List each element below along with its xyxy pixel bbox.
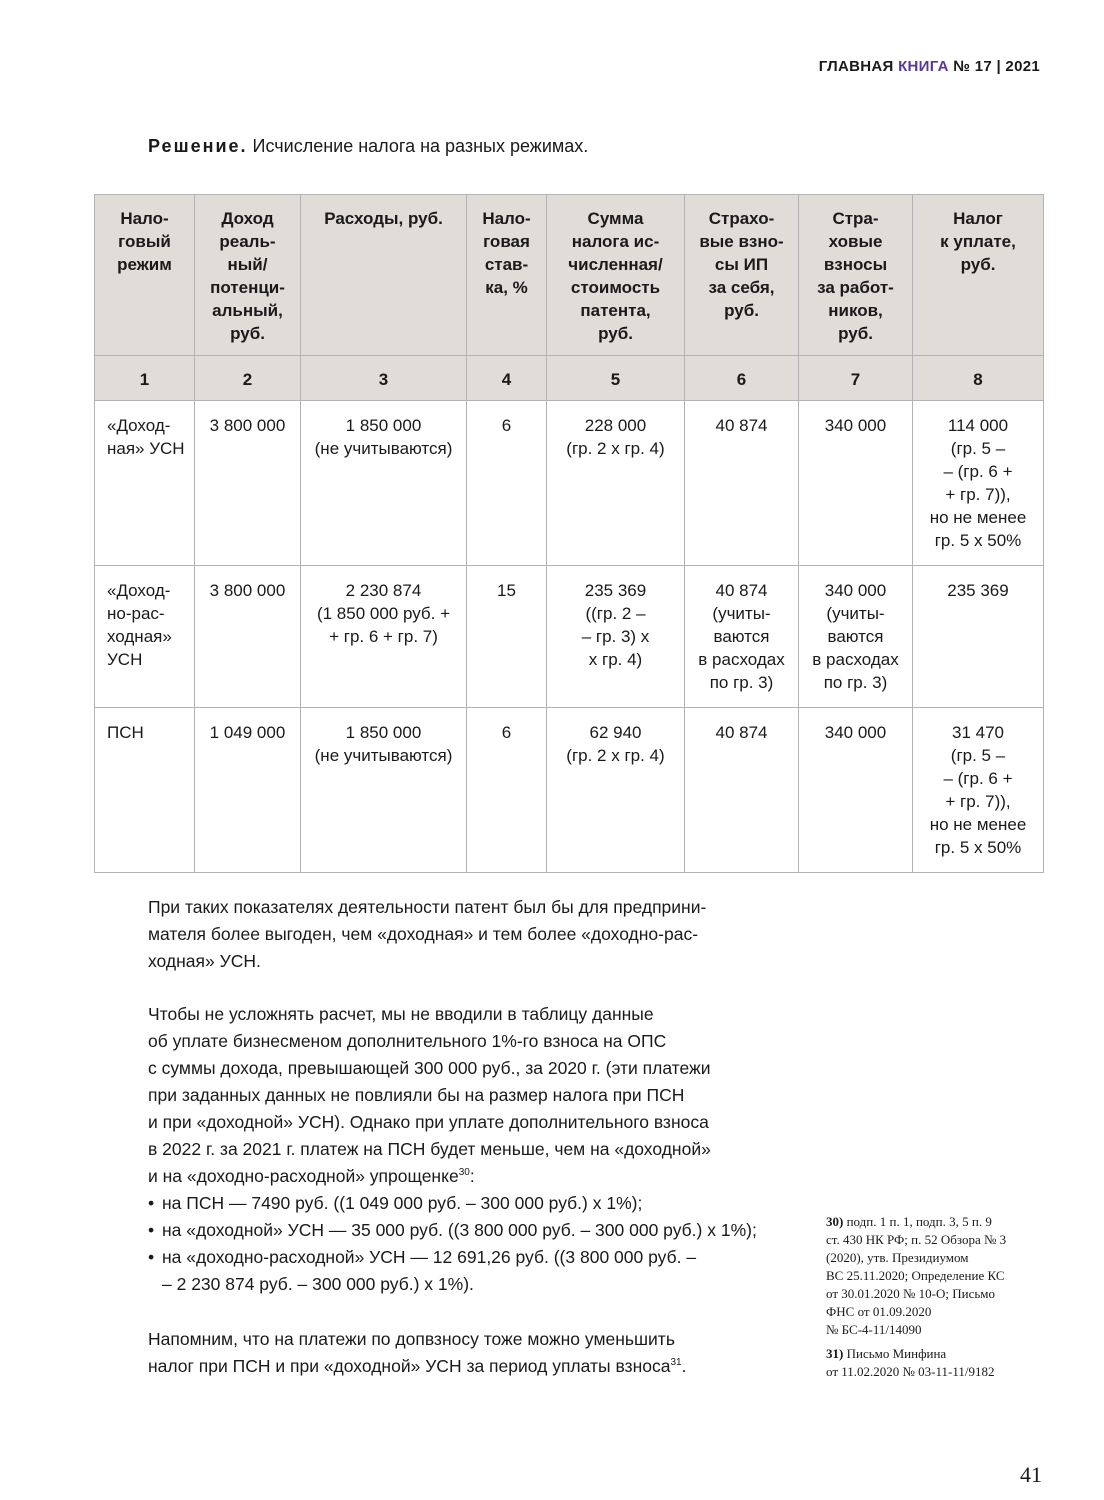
column-header — [913, 195, 1044, 356]
cell-line: Нало- — [482, 209, 531, 228]
list-item: • на «доходно-расходной» УСН — 12 691,26 руб. ((3 800 000 руб. – – 2 230 874 руб. – 300 000 руб.) х 1%). — [148, 1244, 778, 1298]
cell-line: ваются — [827, 627, 884, 646]
table-cell — [913, 708, 1044, 873]
table-cell — [95, 401, 195, 566]
cell-line: 6 — [501, 723, 512, 742]
cell-line: по гр. 3) — [709, 673, 774, 692]
running-header — [819, 58, 1040, 75]
table-cell — [685, 708, 799, 873]
table-row — [95, 708, 1044, 873]
text-line: в 2022 г. за 2021 г. платеж на ПСН будет меньше, чем на «доходной» — [148, 1139, 711, 1159]
table-cell — [301, 708, 467, 873]
paragraph-conclusion — [148, 894, 778, 975]
cell-line: (не учитываются) — [314, 439, 453, 458]
cell-line: (1 850 000 руб. + — [316, 604, 451, 623]
cell-line: Страхо- — [708, 209, 775, 228]
solution-label: Решение. — [148, 136, 248, 156]
cell-line: – (гр. 6 + — [943, 769, 1013, 788]
cell-line: (гр. 2 х гр. 4) — [566, 439, 665, 458]
cell-line: 31 470 — [952, 723, 1004, 742]
cell-line: стоимость — [570, 278, 661, 297]
cell-line: Нало- — [120, 209, 169, 228]
cell-line: взносы — [823, 255, 888, 274]
cell-line: 3 800 000 — [209, 581, 286, 600]
list-item: • на «доходной» УСН — 35 000 руб. ((3 800 000 руб. – 300 000 руб.) х 1%); — [148, 1217, 778, 1244]
table-header-row — [95, 195, 1044, 356]
cell-line: (учиты- — [712, 604, 771, 623]
table-cell — [913, 401, 1044, 566]
cell-line: 3 800 000 — [209, 416, 286, 435]
cell-line: руб. — [960, 255, 996, 274]
cell-line: но не менее — [929, 815, 1027, 834]
issue-number: № 17 | 2021 — [953, 58, 1040, 75]
cell-line: ников, — [828, 301, 883, 320]
cell-line: 235 369 — [584, 581, 647, 600]
solution-heading — [148, 136, 588, 157]
table-body — [95, 401, 1044, 873]
cell-line: 228 000 — [584, 416, 647, 435]
cell-line: Сумма — [587, 209, 644, 228]
table-cell — [301, 566, 467, 708]
table-cell — [799, 566, 913, 708]
column-header — [547, 195, 685, 356]
cell-line: к уплате, — [940, 232, 1016, 251]
table-cell — [547, 401, 685, 566]
column-header — [799, 195, 913, 356]
cell-line: в расходах — [812, 650, 899, 669]
table-cell — [685, 401, 799, 566]
cell-line: 40 874 — [715, 581, 768, 600]
column-header — [95, 195, 195, 356]
column-number: 4 — [467, 356, 547, 401]
cell-line: 2 230 874 — [345, 581, 422, 600]
cell-line: 340 000 — [824, 416, 887, 435]
cell-line: + гр. 6 + гр. 7) — [329, 627, 438, 646]
cell-line: 6 — [501, 416, 512, 435]
column-header — [195, 195, 301, 356]
table-cell — [195, 401, 301, 566]
table-cell — [467, 708, 547, 873]
cell-line: «Доход- — [107, 416, 171, 435]
cell-line: руб. — [230, 324, 265, 343]
table-cell — [467, 401, 547, 566]
text-line: с суммы дохода, превышающей 300 000 руб., за 2020 г. (эти платежи — [148, 1058, 711, 1078]
footnote-ref-31[interactable]: 31 — [670, 1357, 682, 1369]
text-line: Напомним, что на платежи по допвзносу тоже можно уменьшить — [148, 1329, 675, 1349]
table-cell — [95, 708, 195, 873]
cell-line: (не учитываются) — [314, 746, 453, 765]
cell-line: режим — [117, 255, 172, 274]
cell-line: альный, — [212, 301, 283, 320]
cell-line: – (гр. 6 + — [943, 462, 1013, 481]
paragraph-additional-contribution — [148, 1001, 778, 1298]
table-cell — [547, 566, 685, 708]
paragraph-reminder — [148, 1326, 778, 1380]
cell-line: 340 000 — [824, 723, 887, 742]
table-cell — [547, 708, 685, 873]
cell-line: ный/ — [227, 255, 268, 274]
table-row — [95, 401, 1044, 566]
cell-line: 62 940 — [589, 723, 642, 742]
cell-line: но-рас- — [107, 604, 165, 623]
column-number: 7 — [799, 356, 913, 401]
cell-line: говая — [483, 232, 530, 251]
text-line: ходная» УСН. — [148, 951, 261, 971]
cell-line: 15 — [497, 581, 516, 600]
cell-line: «Доход- — [107, 581, 171, 600]
table-cell — [913, 566, 1044, 708]
footnotes — [826, 1213, 1056, 1387]
cell-line: 1 850 000 — [345, 723, 422, 742]
column-header — [301, 195, 467, 356]
cell-line: гр. 5 х 50% — [934, 531, 1022, 550]
cell-line: руб. — [724, 301, 759, 320]
cell-line: руб. — [838, 324, 873, 343]
cell-line: х гр. 4) — [588, 650, 643, 669]
column-number: 2 — [195, 356, 301, 401]
table-cell — [195, 708, 301, 873]
cell-line: 40 874 — [715, 416, 768, 435]
cell-line: став- — [484, 255, 529, 274]
column-number: 1 — [95, 356, 195, 401]
text-line: и на «доходно-расходной» упрощенке$^{30}$: — [148, 1166, 475, 1186]
cell-line: Налог — [953, 209, 1003, 228]
cell-line: ((гр. 2 – — [585, 604, 646, 623]
cell-line: УСН — [107, 650, 143, 669]
text-line: и при «доходной» УСН). Однако при уплате дополнительного взноса — [148, 1112, 709, 1132]
cell-line: налога ис- — [571, 232, 660, 251]
text-line: при заданных данных не повлияли бы на размер налога при ПСН — [148, 1085, 685, 1105]
text-line: Чтобы не усложнять расчет, мы не вводили в таблицу данные — [148, 1004, 654, 1024]
text-line: об уплате бизнесменом дополнительного 1%-го взноса на ОПС — [148, 1031, 667, 1051]
footnote-ref-30[interactable]: 30 — [458, 1167, 470, 1179]
cell-line: + гр. 7)), — [945, 792, 1011, 811]
cell-line: ПСН — [107, 723, 144, 742]
brand-accent: КНИГА — [898, 58, 949, 75]
solution-text: Исчисление налога на разных режимах. — [252, 136, 589, 156]
calculation-list — [148, 1190, 778, 1298]
cell-line: – гр. 3) х — [581, 627, 650, 646]
column-number: 8 — [913, 356, 1044, 401]
cell-line: 114 000 — [947, 416, 1009, 435]
cell-line: (гр. 5 – — [950, 439, 1006, 458]
cell-line: (учиты- — [826, 604, 885, 623]
text-line: При таких показателях деятельности патент был бы для предприни- — [148, 897, 707, 917]
table-cell — [799, 708, 913, 873]
column-header — [467, 195, 547, 356]
table-cell — [301, 401, 467, 566]
footnote-number: 30) — [826, 1214, 844, 1229]
column-number-row — [95, 356, 1044, 401]
table-cell — [95, 566, 195, 708]
cell-line: Расходы, руб. — [324, 209, 443, 228]
cell-line: за работ- — [817, 278, 894, 297]
cell-line: ходная» — [107, 627, 172, 646]
cell-line: в расходах — [698, 650, 785, 669]
cell-line: руб. — [598, 324, 633, 343]
footnote-31: 31) Письмо Минфина от 11.02.2020 № 03-11-11/9182 — [826, 1346, 995, 1379]
cell-line: + гр. 7)), — [945, 485, 1011, 504]
brand-main: ГЛАВНАЯ — [818, 58, 894, 75]
cell-line: реаль- — [219, 232, 276, 251]
cell-line: численная/ — [568, 255, 663, 274]
table-cell — [195, 566, 301, 708]
cell-line: 40 874 — [715, 723, 768, 742]
page-number: 41 — [1020, 1462, 1042, 1487]
cell-line: потенци- — [210, 278, 285, 297]
cell-line: за себя, — [708, 278, 775, 297]
table-cell — [685, 566, 799, 708]
cell-line: Доход — [221, 209, 274, 228]
cell-line: ка, % — [485, 278, 528, 297]
column-number: 6 — [685, 356, 799, 401]
table-cell — [467, 566, 547, 708]
tax-regimes-table — [94, 194, 1044, 873]
cell-line: но не менее — [929, 508, 1027, 527]
cell-line: сы ИП — [714, 255, 769, 274]
cell-line: (гр. 2 х гр. 4) — [566, 746, 665, 765]
cell-line: ваются — [713, 627, 770, 646]
cell-line: ховые — [828, 232, 883, 251]
list-item: • на ПСН — 7490 руб. ((1 049 000 руб. – 300 000 руб.) х 1%); — [148, 1190, 778, 1217]
cell-line: гр. 5 х 50% — [934, 838, 1022, 857]
text-line: мателя более выгоден, чем «доходная» и тем более «доходно-рас- — [148, 924, 699, 944]
text-line: налог при ПСН и при «доходной» УСН за период уплаты взноса$^{31}$. — [148, 1356, 687, 1376]
footnote-30: 30) подп. 1 п. 1, подп. 3, 5 п. 9 ст. 430 НК РФ; п. 52 Обзора № 3 (2020), утв. Президиумом ВС 25.11.2020; Определение КС от 30.01.2020 № 10-О; Письмо ФНС от 01.09.2020 № БС-4-11/14090 — [826, 1214, 1007, 1337]
column-number: 3 — [301, 356, 467, 401]
cell-line: говый — [118, 232, 171, 251]
cell-line: ная» УСН — [107, 439, 185, 458]
table-row — [95, 566, 1044, 708]
cell-line: 340 000 — [824, 581, 887, 600]
cell-line: (гр. 5 – — [950, 746, 1006, 765]
cell-line: вые взно- — [699, 232, 784, 251]
cell-line: Стра- — [832, 209, 879, 228]
cell-line: 235 369 — [947, 581, 1009, 600]
column-number: 5 — [547, 356, 685, 401]
cell-line: 1 049 000 — [209, 723, 286, 742]
column-header — [685, 195, 799, 356]
cell-line: патента, — [580, 301, 651, 320]
cell-line: по гр. 3) — [823, 673, 888, 692]
footnote-number: 31) — [826, 1346, 844, 1361]
cell-line: 1 850 000 — [345, 416, 422, 435]
table-cell — [799, 401, 913, 566]
